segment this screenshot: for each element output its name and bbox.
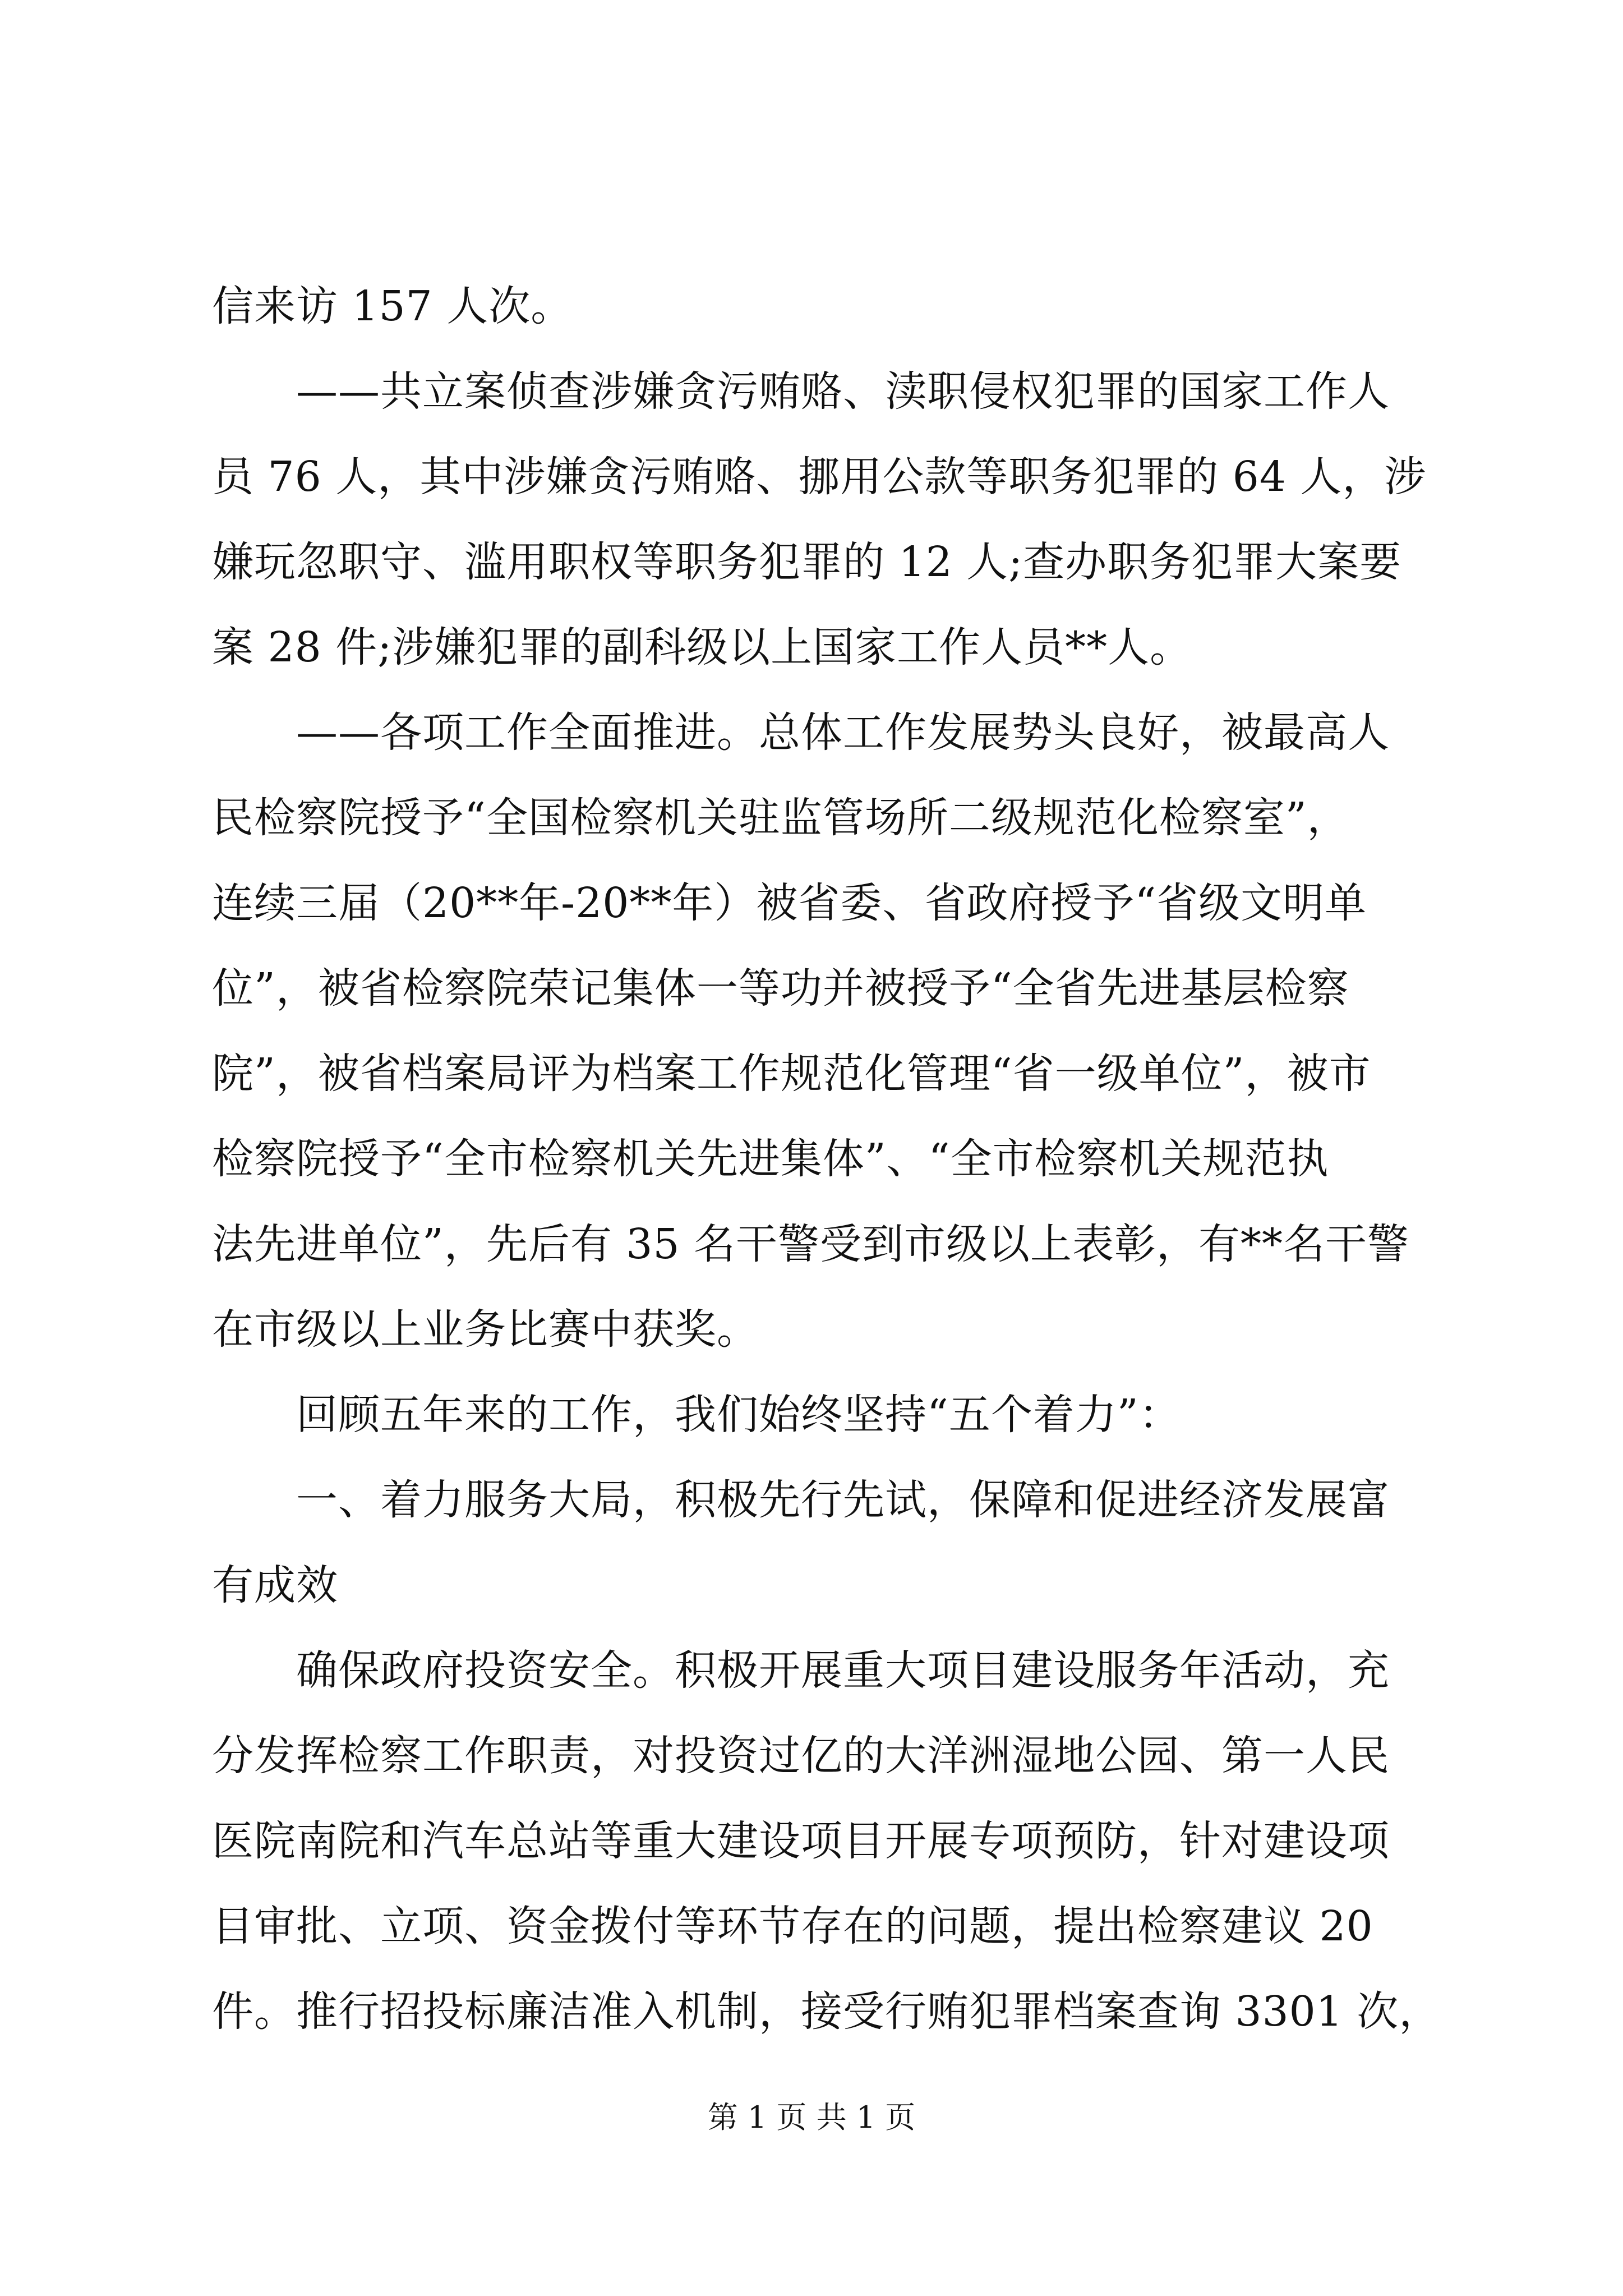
body-line-7: 民检察院授予“全国检察机关驻监管场所二级规范化检察室”， bbox=[212, 794, 1349, 842]
body-line-18: 分发挥检察工作职责，对投资过亿的大洋洲湿地公园、第一人民 bbox=[212, 1732, 1390, 1780]
body-line-9: 位”，被省检察院荣记集体一等功并被授予“全省先进基层检察 bbox=[212, 964, 1349, 1013]
body-line-11: 检察院授予“全市检察机关先进集体”、“全市检察机关规范执 bbox=[212, 1135, 1329, 1183]
body-line-10: 院”，被省档案局评为档案工作规范化管理“省一级单位”，被市 bbox=[212, 1050, 1371, 1098]
section-heading-line-1: 一、着力服务大局，积极先行先试，保障和促进经济发展富 bbox=[296, 1476, 1390, 1524]
body-line-4: 嫌玩忽职守、滥用职权等职务犯罪的 12 人;查办职务犯罪大案要 bbox=[212, 538, 1402, 586]
page-number-footer: 第 1 页 共 1 页 bbox=[707, 2100, 916, 2135]
body-line-8: 连续三届（20**年-20**年）被省委、省政府授予“省级文明单 bbox=[212, 879, 1367, 927]
section-heading-line-2: 有成效 bbox=[212, 1561, 338, 1609]
body-line-20: 目审批、立项、资金拨付等环节存在的问题，提出检察建议 20 bbox=[212, 1902, 1373, 1950]
body-line-12: 法先进单位”，先后有 35 名干警受到市级以上表彰，有**名干警 bbox=[212, 1220, 1410, 1268]
body-line-6: ——各项工作全面推进。总体工作发展势头良好，被最高人 bbox=[296, 708, 1390, 757]
body-line-1: 信来访 157 人次。 bbox=[212, 282, 573, 330]
body-line-17: 确保政府投资安全。积极开展重大项目建设服务年活动，充 bbox=[296, 1646, 1390, 1695]
body-line-19: 医院南院和汽车总站等重大建设项目开展专项预防，针对建设项 bbox=[212, 1817, 1390, 1865]
body-line-21: 件。推行招投标廉洁准入机制，接受行贿犯罪档案查询 3301 次， bbox=[212, 1987, 1441, 2036]
body-line-3: 员 76 人，其中涉嫌贪污贿赂、挪用公款等职务犯罪的 64 人，涉 bbox=[212, 453, 1427, 501]
body-line-13: 在市级以上业务比赛中获奖。 bbox=[212, 1305, 759, 1354]
body-line-14: 回顾五年来的工作，我们始终坚持“五个着力”： bbox=[296, 1391, 1181, 1439]
document-body bbox=[212, 264, 1441, 2054]
body-line-5: 案 28 件;涉嫌犯罪的副科级以上国家工作人员**人。 bbox=[212, 623, 1192, 671]
body-line-2: ——共立案侦查涉嫌贪污贿赂、渎职侵权犯罪的国家工作人 bbox=[296, 367, 1390, 416]
